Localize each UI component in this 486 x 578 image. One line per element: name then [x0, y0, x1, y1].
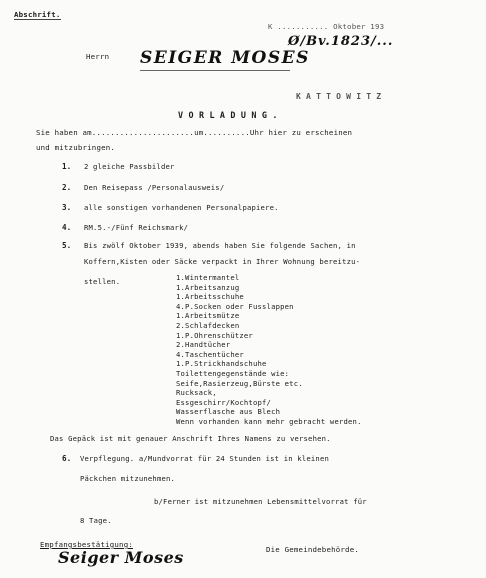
- recipient-signature: Seiger Moses: [58, 548, 184, 567]
- document-title: V O R L A D U N G .: [178, 110, 278, 120]
- item-text-5: Bis zwölf Oktober 1939, abends haben Sie folgende Sachen, in: [84, 241, 356, 250]
- item-6b-line-1: b/Ferner ist mitzunehmen Lebensmittelvorrat für: [154, 497, 367, 506]
- item-number-3: 3.: [62, 203, 72, 212]
- item-6-line-2: Päckchen mitzunehmen.: [80, 474, 176, 483]
- name-underline: [140, 70, 290, 71]
- item-number-2: 2.: [62, 183, 72, 192]
- packing-list-item: 1.P.Ohrenschützer: [176, 330, 253, 340]
- issuing-authority: Die Gemeindebehörde.: [266, 545, 359, 554]
- packing-list-item: 1.Arbeitsanzug: [176, 282, 240, 292]
- receipt-label: Empfangsbestätigung:: [40, 540, 133, 549]
- packing-list-item: 1.Wintermantel: [176, 273, 240, 282]
- packing-list-item: 2.Handtücher: [176, 340, 231, 350]
- item-number-5: 5.: [62, 241, 72, 250]
- packing-list-item: 4.P.Socken oder Fusslappen: [176, 301, 294, 311]
- item-text-4: RM.5.-/Fünf Reichsmark/: [84, 223, 189, 232]
- item-text-2: Den Reisepass /Personalausweis/: [84, 183, 225, 192]
- body-line-1: Sie haben am......................um..........Uhr hier zu erscheinen: [36, 128, 353, 137]
- item-text-3: alle sonstigen vorhandenen Personalpapiere.: [84, 203, 279, 212]
- packing-list-item: Wenn vorhanden kann mehr gebracht werden.: [176, 417, 362, 426]
- item-5-continuation-2: stellen.: [84, 277, 121, 286]
- recipient-name-handwritten: SEIGER MOSES: [140, 48, 310, 68]
- packing-list-item: 1.Arbeitsschuhe: [176, 292, 244, 302]
- item-text-1: 2 gleiche Passbilder: [84, 162, 175, 171]
- luggage-note: Das Gepäck ist mit genauer Anschrift Ihres Namens zu versehen.: [50, 434, 331, 443]
- packing-list-item: Seife,Rasierzeug,Bürste etc.: [176, 378, 303, 388]
- packing-list-item: 4.Taschentücher: [176, 349, 244, 359]
- packing-list-item: Wasserflasche aus Blech: [176, 407, 281, 417]
- packing-list-item: Rucksack,: [176, 388, 217, 398]
- reference-number-handwritten: Ø/Bv.1823/...: [288, 34, 394, 49]
- packing-list-item: Essgeschirr/Kochtopf/: [176, 397, 272, 407]
- item-number-6: 6.: [62, 454, 72, 463]
- packing-list-item: Toilettengegenstände wie:: [176, 369, 290, 378]
- item-number-4: 4.: [62, 223, 72, 232]
- body-line-2: und mitzubringen.: [36, 143, 116, 152]
- packing-list-item: 1.P.Strickhandschuhe: [176, 359, 267, 369]
- copy-label: Abschrift.: [14, 10, 61, 19]
- salutation: Herrn: [86, 52, 110, 61]
- item-6-line-1: Verpflegung. a/Mundvorrat für 24 Stunden ist in kleinen: [80, 454, 329, 463]
- place-date: K ........... Oktober 193: [268, 22, 385, 31]
- item-5-continuation-1: Koffern,Kisten oder Säcke verpackt in Ihrer Wohnung bereitzu-: [84, 257, 361, 266]
- packing-list-item: 2.Schlafdecken: [176, 321, 240, 330]
- item-6b-line-2: 8 Tage.: [80, 516, 112, 525]
- item-number-1: 1.: [62, 162, 72, 171]
- recipient-city: K A T T O W I T Z: [296, 92, 382, 101]
- packing-list-item: 1.Arbeitsmütze: [176, 311, 240, 321]
